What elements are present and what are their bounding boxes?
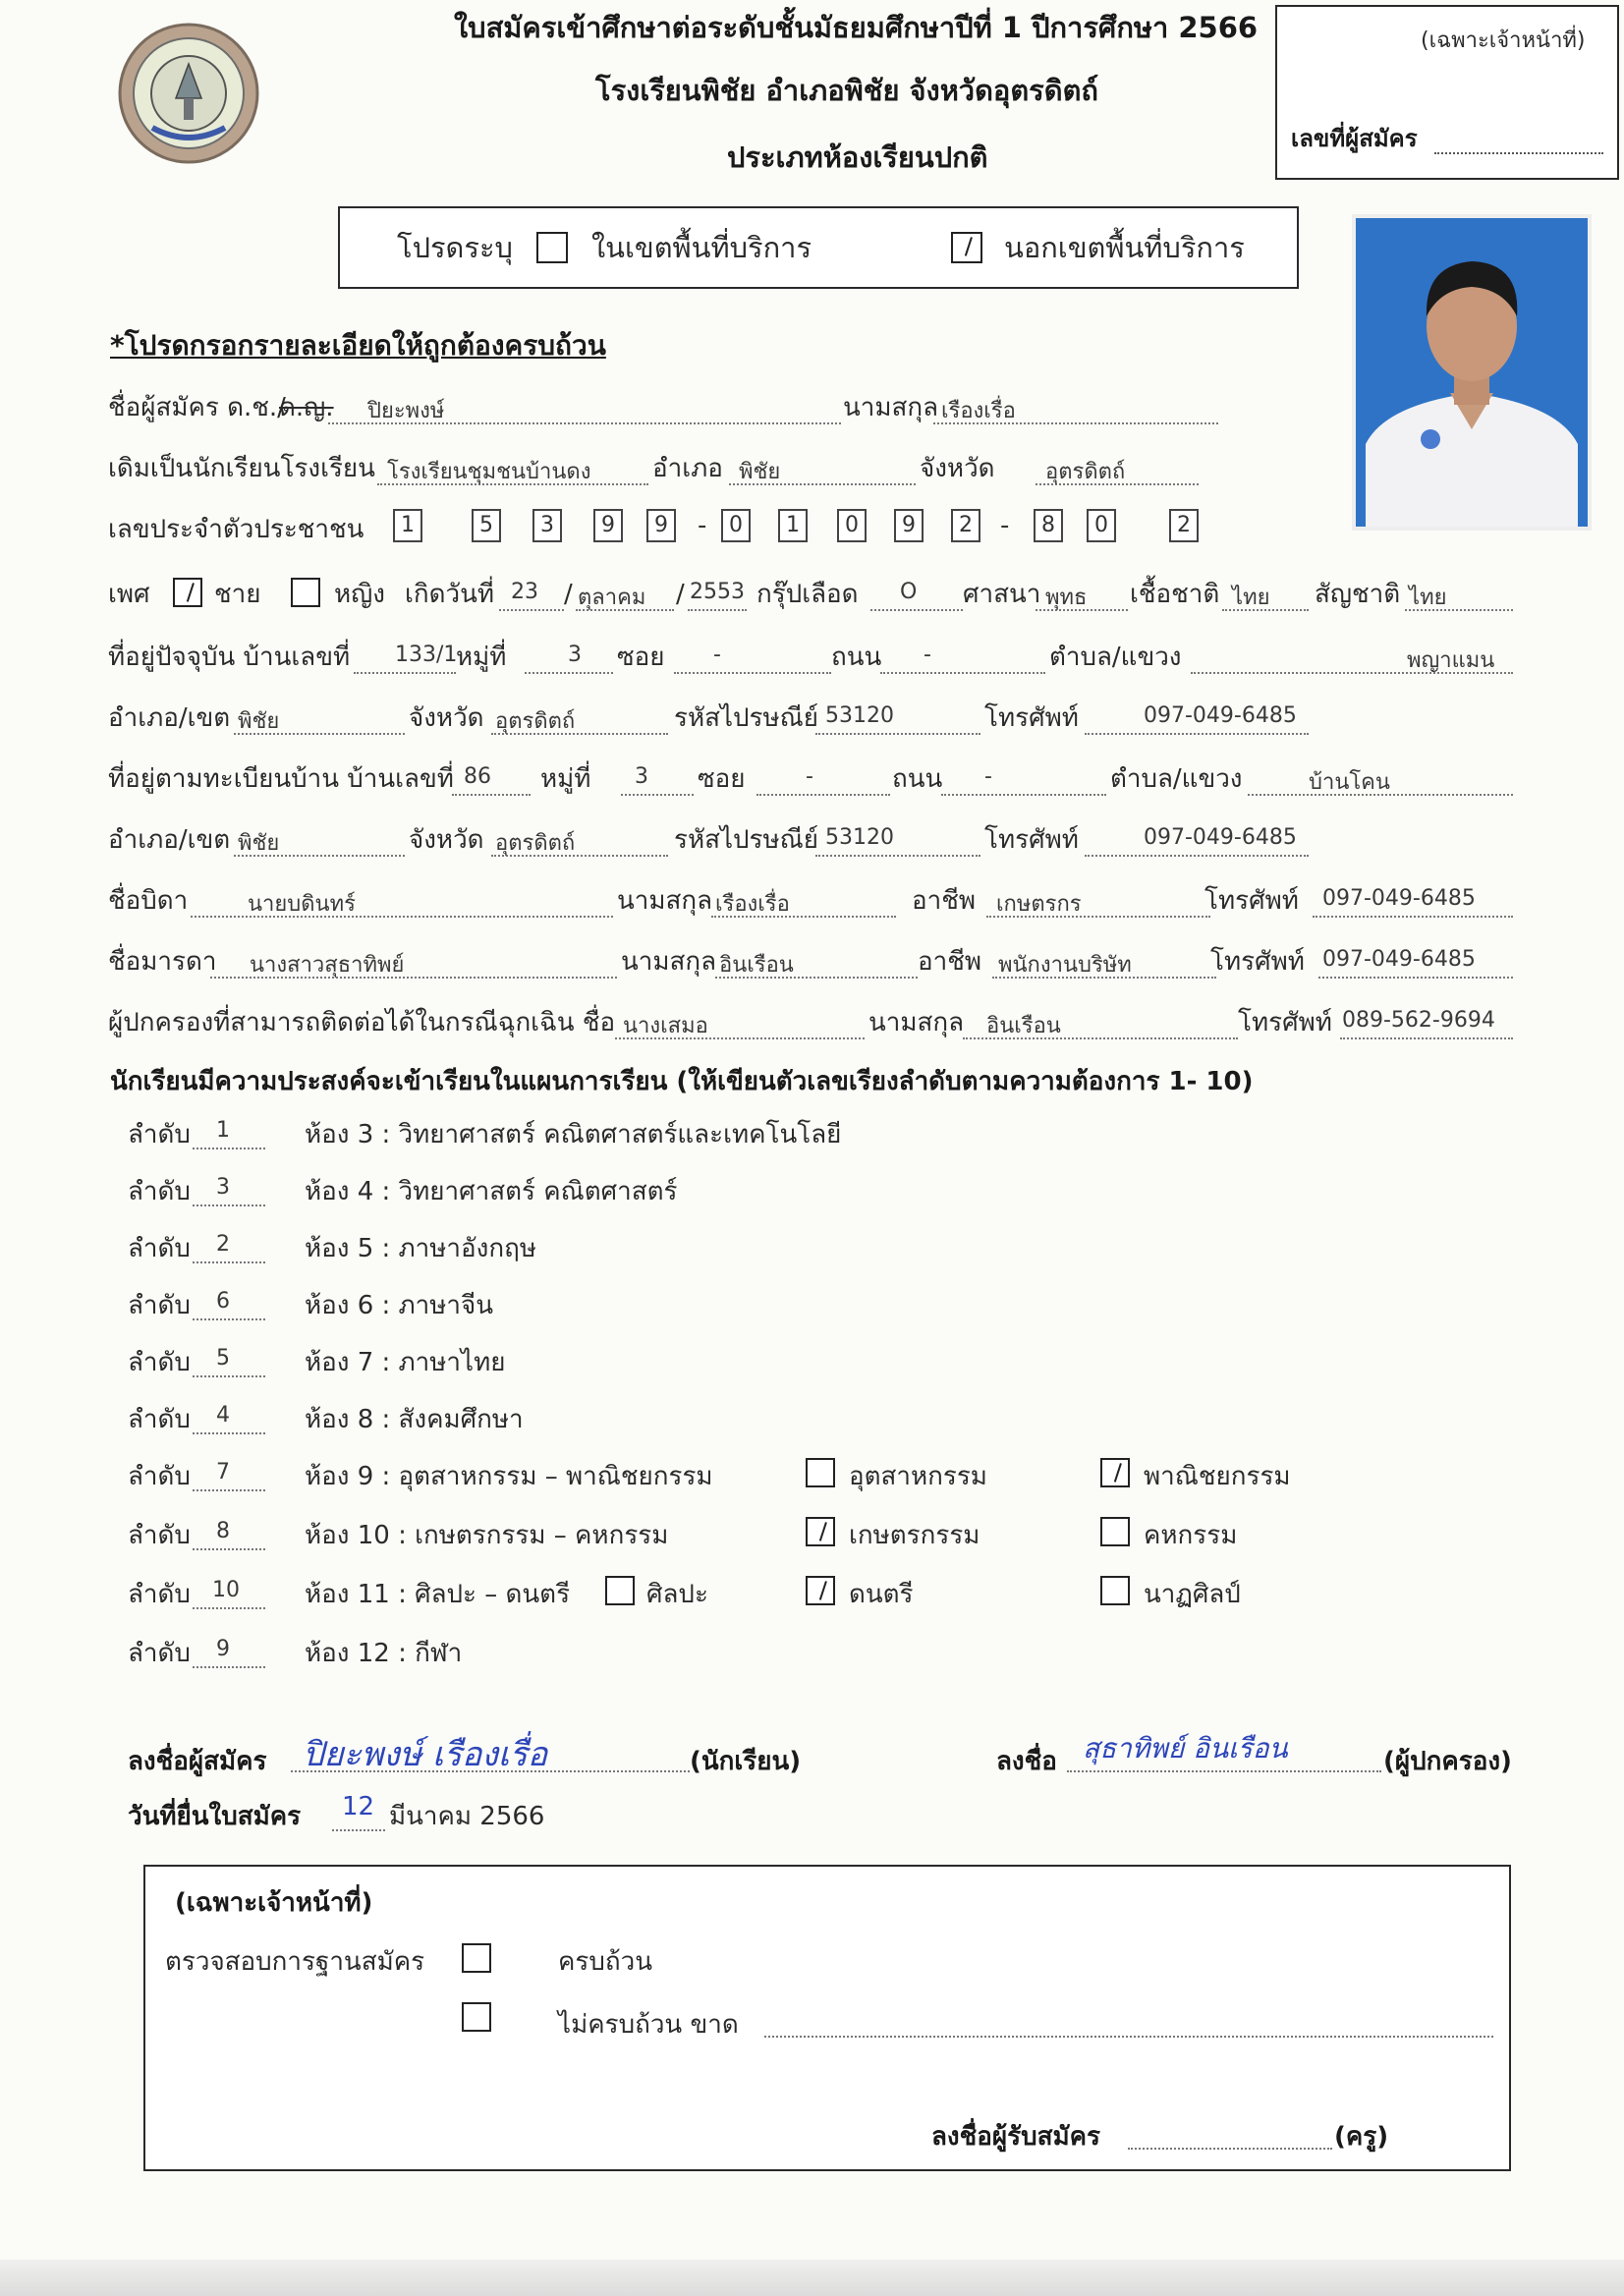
room-label: ห้อง 7 : ภาษาไทย <box>305 1348 506 1377</box>
order-label: ลำดับ <box>128 1120 191 1149</box>
gender-label: เพศ <box>108 580 150 609</box>
rank-value: 10 <box>212 1578 240 1602</box>
current-address-label: ที่อยู่ปัจจุบัน บ้านเลขที่ <box>108 643 351 672</box>
rank-value: 6 <box>216 1289 230 1314</box>
applicant-name-value: ปิยะพงษ์ <box>367 399 445 423</box>
nationality-label: สัญชาติ <box>1315 580 1401 609</box>
father-name-value: นายบดินทร์ <box>248 892 356 917</box>
current-phone-value: 097-049-6485 <box>1144 703 1297 728</box>
current-subdistrict-label: ตำบล/แขวง <box>1049 643 1182 672</box>
current-phone-label: โทรศัพท์ <box>984 703 1079 733</box>
current-road-value: - <box>924 643 931 667</box>
registered-road-value: - <box>984 764 992 789</box>
mother-surname-label: นามสกุล <box>621 947 717 977</box>
current-moo-label: หมู่ที่ <box>456 643 507 672</box>
father-surname-field[interactable] <box>711 884 896 918</box>
preference-item <box>128 1344 1356 1383</box>
male-checkbox[interactable] <box>173 578 202 607</box>
home-economics-checkbox[interactable] <box>1100 1517 1130 1546</box>
rank-field[interactable] <box>193 1401 265 1434</box>
order-label: ลำดับ <box>128 1234 191 1263</box>
date-slash: / <box>564 580 573 609</box>
id-separator: - <box>698 511 707 540</box>
current-phone-field[interactable] <box>1085 701 1309 735</box>
room-label: ห้อง 6 : ภาษาจีน <box>305 1291 494 1320</box>
receiver-role: (ครู) <box>1334 2122 1389 2152</box>
room-label: ห้อง 11 : ศิลปะ – ดนตรี <box>305 1580 571 1609</box>
current-zip-label: รหัสไปรษณีย์ <box>674 703 819 733</box>
id-digit: 2 <box>951 509 980 542</box>
rank-field[interactable] <box>193 1230 265 1263</box>
office-title: (เฉพาะเจ้าหน้าที่) <box>175 1888 373 1918</box>
commerce-checkbox[interactable] <box>1100 1458 1130 1487</box>
father-phone-label: โทรศัพท์ <box>1204 886 1299 916</box>
missing-items-field[interactable] <box>764 2004 1493 2038</box>
applicant-sign-label: ลงชื่อผู้สมัคร <box>128 1747 267 1776</box>
order-label: ลำดับ <box>128 1462 191 1491</box>
rank-value: 7 <box>216 1460 230 1484</box>
guardian-surname-value: อินเรือน <box>986 1014 1061 1038</box>
mother-job-value: พนักงานบริษัท <box>998 953 1132 978</box>
id-digit: 1 <box>778 509 808 542</box>
id-digit: 2 <box>1169 509 1199 542</box>
applicant-number-label: เลขที่ผู้สมัคร <box>1291 125 1418 152</box>
mother-surname-value: อินเรือน <box>719 953 794 978</box>
submission-date-label: วันที่ยื่นใบสมัคร <box>128 1802 302 1831</box>
applicant-role: (นักเรียน) <box>690 1747 802 1776</box>
rank-value: 4 <box>216 1403 230 1428</box>
guardian-surname-label: นามสกุล <box>868 1008 965 1037</box>
father-name-field[interactable] <box>191 884 613 918</box>
registered-subdistrict-label: ตำบล/แขวง <box>1110 764 1243 794</box>
current-district-field[interactable] <box>234 701 405 735</box>
form-title-line1: ใบสมัครเข้าศึกษาต่อระดับชั้นมัธยมศึกษาปีที่ 1 ปีการศึกษา 2566 <box>454 11 1259 44</box>
preference-item <box>128 1458 1356 1497</box>
rank-value: 1 <box>216 1118 230 1143</box>
blood-field[interactable] <box>870 578 963 611</box>
room-label: ห้อง 5 : ภาษาอังกฤษ <box>305 1234 536 1263</box>
previous-school-row <box>108 452 1199 487</box>
birth-day-value: 23 <box>511 580 538 604</box>
submission-date-row <box>128 1792 717 1837</box>
guardian-label: ผู้ปกครองที่สามารถติดต่อได้ในกรณีฉุกเฉิน ชื่อ <box>108 1008 616 1037</box>
service-area-prompt: โปรดระบุ <box>397 231 513 264</box>
mother-phone-label: โทรศัพท์ <box>1210 947 1305 977</box>
father-job-label: อาชีพ <box>912 886 976 916</box>
guardian-name-field[interactable] <box>615 1006 865 1039</box>
order-label: ลำดับ <box>128 1639 191 1668</box>
preference-item <box>128 1401 1356 1440</box>
scan-edge <box>0 2260 1624 2296</box>
registered-province-label: จังหวัด <box>409 825 484 855</box>
signature-row <box>128 1732 1533 1784</box>
preference-item <box>128 1230 1356 1269</box>
rank-value: 2 <box>216 1232 230 1257</box>
registered-road-label: ถนน <box>892 764 943 794</box>
id-digit: 0 <box>837 509 867 542</box>
ethnicity-value: ไทย <box>1232 586 1270 610</box>
guardian-signature: สุธาทิพย์ อินเรือน <box>1083 1732 1288 1764</box>
mother-row <box>108 945 1513 980</box>
rank-field[interactable] <box>193 1344 265 1377</box>
registered-subdistrict-value: บ้านโคน <box>1309 770 1390 795</box>
option-label: คหกรรม <box>1144 1521 1238 1550</box>
current-province-field[interactable] <box>491 701 668 735</box>
registered-subdistrict-field[interactable] <box>1248 762 1513 796</box>
option-label: อุตสาหกรรม <box>849 1462 987 1491</box>
rank-value: 3 <box>216 1175 230 1200</box>
current-moo-field[interactable] <box>525 641 613 674</box>
guardian-signature-field[interactable] <box>1067 1732 1381 1772</box>
previous-school-label: เดิมเป็นนักเรียนโรงเรียน <box>108 454 375 483</box>
guardian-surname-field[interactable] <box>963 1006 1238 1039</box>
submission-day-field[interactable] <box>332 1792 385 1831</box>
current-subdistrict-value: พญาแมน <box>1407 648 1495 673</box>
room-label: ห้อง 8 : สังคมศึกษา <box>305 1405 524 1434</box>
option-label: ศิลปะ <box>646 1580 708 1609</box>
current-zip-value: 53120 <box>825 703 894 728</box>
prev-province-label: จังหวัด <box>920 454 995 483</box>
birth-month-value: ตุลาคม <box>578 586 646 610</box>
submission-day-value: 12 <box>342 1792 375 1821</box>
current-zip-field[interactable] <box>815 701 980 735</box>
order-label: ลำดับ <box>128 1405 191 1434</box>
registered-soi-value: - <box>806 764 813 789</box>
current-soi-field[interactable] <box>674 641 831 674</box>
current-soi-label: ซอย <box>617 643 665 672</box>
incomplete-label: ไม่ครบถ้วน ขาด <box>558 2010 739 2040</box>
complete-checkbox[interactable] <box>462 1943 491 1973</box>
registered-moo-field[interactable] <box>621 762 694 796</box>
national-id-label: เลขประจำตัวประชาชน <box>108 515 364 544</box>
order-label: ลำดับ <box>128 1291 191 1320</box>
religion-label: ศาสนา <box>963 580 1041 609</box>
female-title-struck: ด.ญ. <box>279 393 334 422</box>
rank-field[interactable] <box>193 1517 265 1550</box>
guardian-phone-value: 089-562-9694 <box>1342 1008 1495 1033</box>
current-road-label: ถนน <box>831 643 882 672</box>
registered-address-row <box>108 762 1513 798</box>
dance-checkbox[interactable] <box>1100 1576 1130 1605</box>
option-label: ดนตรี <box>849 1580 914 1609</box>
id-digit: 0 <box>1087 509 1116 542</box>
current-address-row <box>108 641 1513 676</box>
father-job-value: เกษตรกร <box>996 892 1082 917</box>
applicant-signature-field[interactable] <box>291 1735 690 1772</box>
preference-item <box>128 1635 1356 1674</box>
option-label: พาณิชยกรรม <box>1144 1462 1291 1491</box>
current-subdistrict-field[interactable] <box>1191 641 1513 674</box>
rank-field[interactable] <box>193 1458 265 1491</box>
current-house-value: 133/1 <box>395 643 458 667</box>
outside-area-checkbox[interactable] <box>951 232 982 263</box>
registered-moo-value: 3 <box>635 764 648 789</box>
current-province-value: อุตรดิตถ์ <box>495 709 576 734</box>
birth-label: เกิดวันที่ <box>405 580 495 609</box>
preference-item <box>128 1173 1356 1212</box>
guardian-row <box>108 1006 1513 1041</box>
registered-zip-value: 53120 <box>825 825 894 850</box>
agriculture-checkbox[interactable] <box>806 1517 835 1546</box>
mother-surname-field[interactable] <box>715 945 918 979</box>
registered-soi-label: ซอย <box>698 764 746 794</box>
school-seal <box>113 20 265 167</box>
blood-label: กรุ๊ปเลือด <box>756 580 859 609</box>
guardian-phone-label: โทรศัพท์ <box>1238 1008 1332 1037</box>
prev-district-field[interactable] <box>729 452 916 485</box>
mother-name-field[interactable] <box>210 945 617 979</box>
service-area-box <box>338 206 1299 289</box>
mother-label: ชื่อมารดา <box>108 947 217 977</box>
preference-item <box>128 1517 1356 1556</box>
rank-field[interactable] <box>193 1576 265 1609</box>
rank-field[interactable] <box>193 1635 265 1668</box>
id-separator: - <box>1000 511 1010 540</box>
date-slash: / <box>676 580 685 609</box>
option-label: เกษตรกรรม <box>849 1521 980 1550</box>
instruction-text: *โปรดกรอกรายละเอียดให้ถูกต้องครบถ้วน <box>110 329 606 362</box>
registered-phone-label: โทรศัพท์ <box>984 825 1079 855</box>
previous-school-value: โรงเรียนชุมชนบ้านดง <box>387 460 591 484</box>
registered-moo-label: หมู่ที่ <box>540 764 591 794</box>
applicant-name-field[interactable] <box>328 391 841 424</box>
incomplete-checkbox[interactable] <box>462 2002 491 2032</box>
prev-province-field[interactable] <box>1036 452 1199 485</box>
father-job-field[interactable] <box>986 884 1210 918</box>
applicant-number-field[interactable] <box>1434 131 1603 154</box>
ethnicity-field[interactable] <box>1222 578 1309 611</box>
document-check-label: ตรวจสอบการฐานสมัคร <box>165 1947 425 1977</box>
applicant-surname-field[interactable] <box>933 391 1218 424</box>
religion-field[interactable] <box>1036 578 1128 611</box>
male-label: ชาย <box>214 580 261 609</box>
mother-phone-field[interactable] <box>1318 945 1513 979</box>
registered-house-field[interactable] <box>452 762 531 796</box>
registered-phone-field[interactable] <box>1085 823 1309 857</box>
registered-district-label: อำเภอ/เขต <box>108 825 231 855</box>
prev-district-label: อำเภอ <box>652 454 723 483</box>
id-digit: 3 <box>532 509 562 542</box>
submission-date-rest: มีนาคม 2566 <box>389 1802 545 1831</box>
birth-year-field[interactable] <box>688 578 747 611</box>
complete-label: ครบถ้วน <box>558 1947 652 1977</box>
birth-day-field[interactable] <box>499 578 564 611</box>
previous-school-field[interactable] <box>377 452 648 485</box>
room-label: ห้อง 9 : อุตสาหกรรม – พาณิชยกรรม <box>305 1462 713 1491</box>
id-digit: 8 <box>1034 509 1063 542</box>
id-digit: 9 <box>646 509 676 542</box>
room-label: ห้อง 4 : วิทยาศาสตร์ คณิตศาสตร์ <box>305 1177 678 1206</box>
form-title-line2: โรงเรียนพิชัย อำเภอพิชัย จังหวัดอุตรดิตถ์ <box>595 74 1098 107</box>
national-id-boxes[interactable] <box>389 509 1224 548</box>
birth-month-field[interactable] <box>576 578 674 611</box>
room-label: ห้อง 12 : กีฬา <box>305 1639 463 1668</box>
applicant-signature: ปิยะพงษ์ เรืองเรื่อ <box>303 1735 548 1774</box>
current-moo-value: 3 <box>568 643 582 667</box>
father-surname-value: เรืองเรื่อ <box>715 892 790 917</box>
current-province-label: จังหวัด <box>409 703 484 733</box>
registered-house-value: 86 <box>464 764 491 789</box>
father-surname-label: นามสกุล <box>617 886 713 916</box>
father-row <box>108 884 1513 920</box>
registered-phone-value: 097-049-6485 <box>1144 825 1297 850</box>
guardian-phone-field[interactable] <box>1340 1006 1513 1039</box>
preferences-list <box>128 1116 1356 1686</box>
gender-birth-row <box>108 578 1513 613</box>
industry-checkbox[interactable] <box>806 1458 835 1487</box>
office-use-box <box>143 1865 1511 2171</box>
current-soi-value: - <box>713 643 721 667</box>
preferences-heading: นักเรียนมีความประสงค์จะเข้าเรียนในแผนการเรียน (ให้เขียนตัวเลขเรียงลำดับตามความต้องการ 1- 10) <box>110 1067 1254 1096</box>
nationality-field[interactable] <box>1405 578 1513 611</box>
nationality-value: ไทย <box>1409 586 1447 610</box>
registered-soi-field[interactable] <box>756 762 890 796</box>
father-phone-value: 097-049-6485 <box>1322 886 1476 911</box>
official-only-label: (เฉพาะเจ้าหน้าที่) <box>1421 28 1586 53</box>
registered-address-label: ที่อยู่ตามทะเบียนบ้าน บ้านเลขที่ <box>108 764 454 794</box>
form-title-line3: ประเภทห้องเรียนปกติ <box>727 140 988 174</box>
order-label: ลำดับ <box>128 1521 191 1550</box>
applicant-surname-value: เรืองเรื่อ <box>941 399 1016 423</box>
rank-field[interactable] <box>193 1287 265 1320</box>
rank-value: 9 <box>216 1637 230 1661</box>
preference-item <box>128 1576 1356 1615</box>
current-road-field[interactable] <box>880 641 1045 674</box>
guardian-name-value: นางเสมอ <box>623 1014 708 1038</box>
id-digit: 9 <box>894 509 924 542</box>
applicant-name-row <box>108 391 1218 426</box>
current-district-label: อำเภอ/เขต <box>108 703 231 733</box>
registered-road-field[interactable] <box>941 762 1106 796</box>
registered-province-value: อุตรดิตถ์ <box>495 831 576 856</box>
prev-province-value: อุตรดิตถ์ <box>1045 460 1126 484</box>
mother-job-field[interactable] <box>992 945 1216 979</box>
father-phone-field[interactable] <box>1313 884 1513 918</box>
art-checkbox[interactable] <box>605 1576 635 1605</box>
guardian-sign-label: ลงชื่อ <box>996 1747 1057 1776</box>
preference-item <box>128 1287 1356 1326</box>
prev-district-value: พิชัย <box>739 460 781 484</box>
current-house-field[interactable] <box>354 641 456 674</box>
registered-zip-field[interactable] <box>815 823 980 857</box>
order-label: ลำดับ <box>128 1177 191 1206</box>
mother-name-value: นางสาวสุธาทิพย์ <box>250 953 405 978</box>
current-district-value: พิชัย <box>238 709 280 734</box>
blood-value: O <box>900 580 918 604</box>
applicant-name-label: ชื่อผู้สมัคร ด.ช./ <box>108 393 286 422</box>
registered-province-field[interactable] <box>491 823 668 857</box>
ethnicity-label: เชื้อชาติ <box>1130 580 1220 609</box>
inside-area-checkbox[interactable] <box>536 232 568 263</box>
rank-value: 8 <box>216 1519 230 1543</box>
applicant-photo <box>1352 214 1592 531</box>
receiver-signature-field[interactable] <box>1128 2116 1332 2150</box>
father-label: ชื่อบิดา <box>108 886 189 916</box>
id-digit: 9 <box>593 509 623 542</box>
outside-area-label: นอกเขตพื้นที่บริการ <box>1004 231 1245 264</box>
applicant-surname-label: นามสกุล <box>843 393 939 422</box>
rank-value: 5 <box>216 1346 230 1371</box>
registered-district-value: พิชัย <box>238 831 280 856</box>
receiver-sign-label: ลงชื่อผู้รับสมัคร <box>931 2122 1100 2152</box>
id-digit: 1 <box>393 509 422 542</box>
registered-district-field[interactable] <box>234 823 405 857</box>
option-label: นาฏศิลป์ <box>1144 1580 1241 1609</box>
applicant-number-box <box>1275 5 1619 180</box>
rank-field[interactable] <box>193 1173 265 1206</box>
female-label: หญิง <box>334 580 385 609</box>
music-checkbox[interactable] <box>806 1576 835 1605</box>
birth-year-value: 2553 <box>690 580 745 604</box>
room-label: ห้อง 10 : เกษตรกรรม – คหกรรม <box>305 1521 669 1550</box>
rank-field[interactable] <box>193 1116 265 1149</box>
female-checkbox[interactable] <box>291 578 320 607</box>
id-digit: 0 <box>721 509 751 542</box>
order-label: ลำดับ <box>128 1348 191 1377</box>
current-district-row <box>108 701 1309 737</box>
order-label: ลำดับ <box>128 1580 191 1609</box>
mother-phone-value: 097-049-6485 <box>1322 947 1476 972</box>
id-digit: 5 <box>472 509 501 542</box>
inside-area-label: ในเขตพื้นที่บริการ <box>591 231 812 264</box>
room-label: ห้อง 3 : วิทยาศาสตร์ คณิตศาสตร์และเทคโนโลยี <box>305 1120 842 1149</box>
registered-district-row <box>108 823 1309 859</box>
guardian-role: (ผู้ปกครอง) <box>1383 1747 1512 1776</box>
religion-value: พุทธ <box>1045 586 1088 610</box>
preference-item <box>128 1116 1356 1155</box>
mother-job-label: อาชีพ <box>918 947 981 977</box>
registered-zip-label: รหัสไปรษณีย์ <box>674 825 819 855</box>
